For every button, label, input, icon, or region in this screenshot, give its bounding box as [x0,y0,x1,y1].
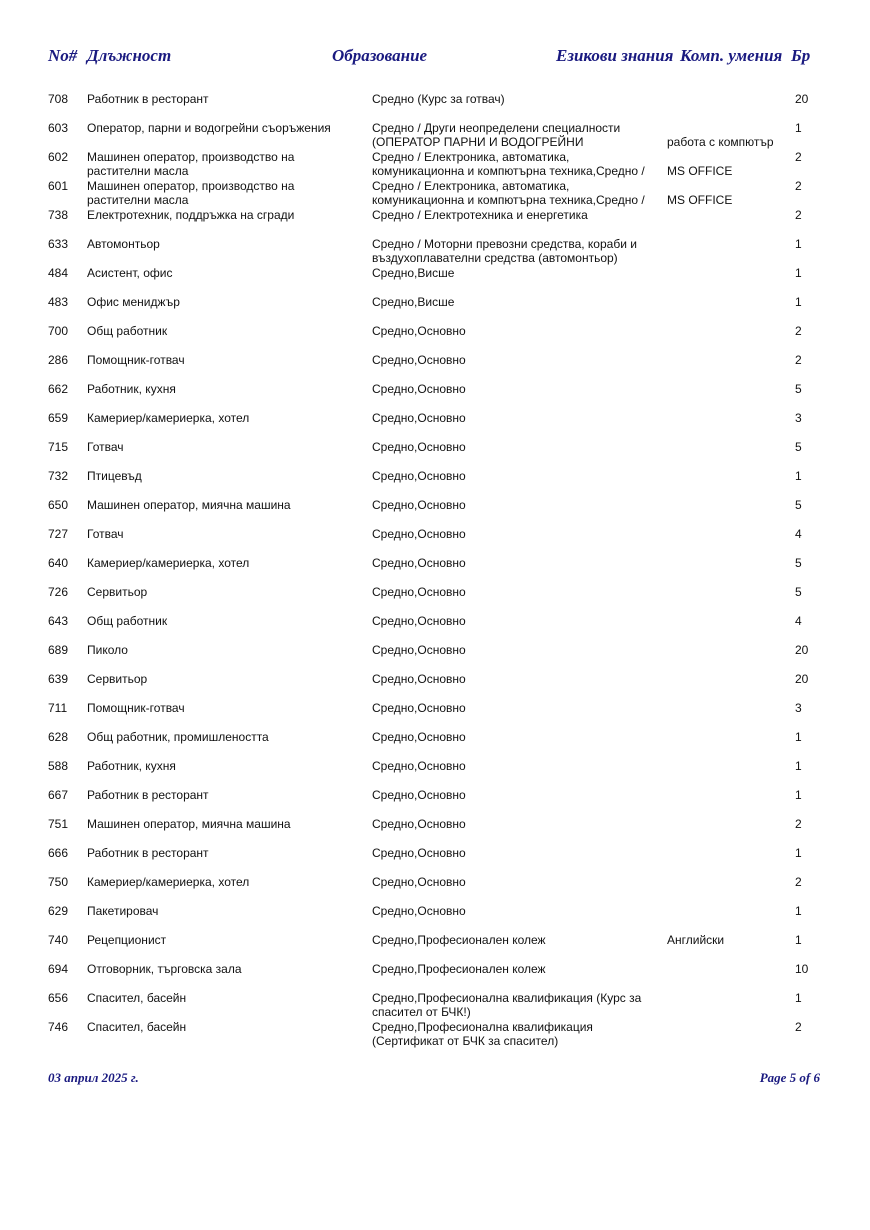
row-position: Общ работник [87,324,168,338]
row-count: 2 [795,179,802,193]
row-education: Средно / Електроника, автоматика, комуникационна и компютърна техника,Средно / [372,179,645,207]
row-count: 1 [795,730,802,744]
row-number: 286 [48,353,69,367]
row-number: 667 [48,788,69,802]
row-position: Спасител, басейн [87,1020,187,1034]
row-number: 602 [48,150,69,164]
row-count: 20 [795,672,809,686]
row-number: 732 [48,469,69,483]
row-count: 1 [795,846,802,860]
row-number: 483 [48,295,69,309]
row-position: Отговорник, търговска зала [87,962,242,976]
row-education: Средно,Основно [372,672,466,686]
row-education: Средно,Основно [372,904,466,918]
row-position: Птицевъд [87,469,142,483]
row-count: 1 [795,295,802,309]
header-no: No# [48,46,78,65]
row-number: 700 [48,324,69,338]
row-education: Средно,Основно [372,411,466,425]
row-number: 639 [48,672,69,686]
row-count: 5 [795,382,802,396]
row-position: Оператор, парни и водогрейни съоръжения [87,121,331,135]
row-count: 3 [795,411,802,425]
row-position: Камериер/камериерка, хотел [87,411,250,425]
header-languages: Езикови знания [556,46,674,65]
row-count: 2 [795,353,802,367]
row-number: 484 [48,266,69,280]
row-education: Средно,Професионален колеж [372,933,546,947]
row-count: 2 [795,208,802,222]
row-count: 1 [795,469,802,483]
row-computer-skills: MS OFFICE [667,193,733,207]
row-education: Средно,Основно [372,643,466,657]
row-position: Работник в ресторант [87,846,209,860]
row-count: 5 [795,440,802,454]
row-number: 726 [48,585,69,599]
footer-date: 03 април 2025 г. [48,1070,139,1085]
row-computer-skills: работа с компютър [667,135,774,149]
row-position: Помощник-готвач [87,701,185,715]
row-count: 1 [795,759,802,773]
row-position: Сервитьор [87,585,148,599]
row-count: 1 [795,904,802,918]
row-education: Средно / Моторни превозни средства, кораби и въздухоплавателни средства (автомонтьор) [372,237,637,265]
row-number: 588 [48,759,69,773]
row-position: Общ работник [87,614,168,628]
row-count: 4 [795,527,802,541]
header-education: Образование [332,46,428,65]
row-position: Общ работник, промишлеността [87,730,269,744]
row-education: Средно / Други неопределени специалности (ОПЕРАТОР ПАРНИ И ВОДОГРЕЙНИ [372,121,621,149]
row-number: 715 [48,440,69,454]
row-education: Средно (Курс за готвач) [372,92,505,106]
row-position: Рецепционист [87,933,167,947]
row-count: 1 [795,266,802,280]
row-education: Средно / Електротехника и енергетика [372,208,588,222]
row-position: Електротехник, поддръжка на сгради [87,208,295,222]
row-education: Средно,Основно [372,875,466,889]
row-count: 2 [795,817,802,831]
row-position: Машинен оператор, производство на растителни масла [87,179,295,207]
row-education: Средно,Професионална квалификация (Сертификат от БЧК за спасител) [372,1020,593,1048]
row-education: Средно,Основно [372,498,466,512]
row-position: Помощник-готвач [87,353,185,367]
row-position: Работник, кухня [87,759,176,773]
row-education: Средно,Основно [372,527,466,541]
row-education: Средно,Висше [372,295,455,309]
row-count: 2 [795,875,802,889]
row-number: 708 [48,92,69,106]
row-education: Средно,Основно [372,701,466,715]
row-number: 640 [48,556,69,570]
row-education: Средно,Основно [372,353,466,367]
row-education: Средно,Основно [372,440,466,454]
row-count: 3 [795,701,802,715]
row-number: 711 [48,701,68,715]
row-education: Средно,Основно [372,846,466,860]
row-number: 666 [48,846,69,860]
row-count: 5 [795,498,802,512]
row-position: Работник в ресторант [87,92,209,106]
row-number: 629 [48,904,69,918]
row-education: Средно,Основно [372,730,466,744]
row-number: 628 [48,730,69,744]
row-education: Средно,Основно [372,817,466,831]
row-position: Готвач [87,440,124,454]
row-education: Средно,Професионален колеж [372,962,546,976]
row-count: 20 [795,643,809,657]
row-education: Средно,Основно [372,324,466,338]
header-computer-skills: Комп. умения [680,46,783,65]
row-position: Пиколо [87,643,128,657]
row-number: 650 [48,498,69,512]
row-count: 1 [795,991,802,1005]
row-count: 1 [795,788,802,802]
row-position: Асистент, офис [87,266,173,280]
row-position: Машинен оператор, миячна машина [87,817,291,831]
row-position: Пакетировач [87,904,159,918]
row-position: Офис мениджър [87,295,180,309]
row-count: 5 [795,556,802,570]
row-position: Работник в ресторант [87,788,209,802]
row-number: 659 [48,411,69,425]
row-count: 2 [795,150,802,164]
row-languages: Английски [667,933,725,947]
row-number: 643 [48,614,69,628]
row-number: 694 [48,962,69,976]
row-number: 603 [48,121,69,135]
row-number: 738 [48,208,69,222]
row-count: 1 [795,121,802,135]
row-count: 10 [795,962,809,976]
row-position: Автомонтьор [87,237,160,251]
row-position: Сервитьор [87,672,148,686]
row-position: Работник, кухня [87,382,176,396]
row-education: Средно,Висше [372,266,455,280]
row-position: Машинен оператор, производство на растителни масла [87,150,295,178]
row-education: Средно,Основно [372,469,466,483]
row-education: Средно,Основно [372,585,466,599]
row-count: 5 [795,585,802,599]
row-education: Средно,Основно [372,788,466,802]
row-count: 1 [795,237,802,251]
row-count: 20 [795,92,809,106]
row-number: 656 [48,991,69,1005]
row-education: Средно,Основно [372,614,466,628]
row-number: 662 [48,382,69,396]
row-education: Средно,Професионална квалификация (Курс за спасител от БЧК!) [372,991,642,1019]
row-count: 2 [795,324,802,338]
row-position: Камериер/камериерка, хотел [87,875,250,889]
row-number: 751 [48,817,69,831]
row-count: 2 [795,1020,802,1034]
row-number: 746 [48,1020,69,1034]
row-position: Спасител, басейн [87,991,187,1005]
row-number: 727 [48,527,69,541]
row-number: 601 [48,179,69,193]
row-count: 4 [795,614,802,628]
row-education: Средно,Основно [372,556,466,570]
row-number: 750 [48,875,69,889]
row-count: 1 [795,933,802,947]
footer-page-number: Page 5 of 6 [759,1070,820,1085]
row-number: 633 [48,237,69,251]
row-position: Камериер/камериерка, хотел [87,556,250,570]
row-computer-skills: MS OFFICE [667,164,733,178]
row-education: Средно,Основно [372,759,466,773]
row-number: 740 [48,933,69,947]
row-education: Средно / Електроника, автоматика, комуникационна и компютърна техника,Средно / [372,150,645,178]
header-position: Длъжност [87,46,172,65]
row-position: Готвач [87,527,124,541]
header-count: Бр [791,46,811,65]
row-number: 689 [48,643,69,657]
row-position: Машинен оператор, миячна машина [87,498,291,512]
row-education: Средно,Основно [372,382,466,396]
